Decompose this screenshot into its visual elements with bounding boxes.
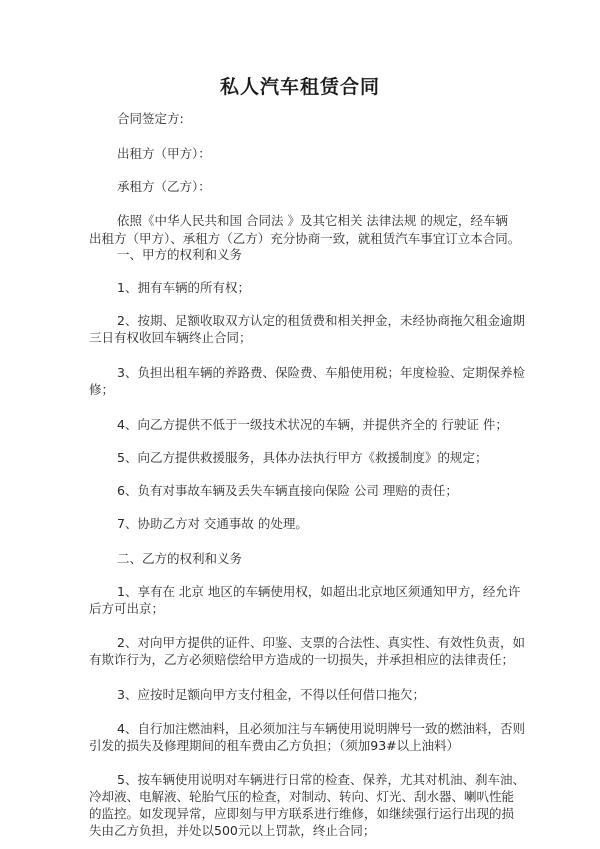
clause-b1-line-2: 后方可出京； [89, 601, 165, 616]
clause-b1-line-1: 1、享有在 北京 地区的车辆使用权，如超出北京地区须通知甲方，经允许 [117, 584, 521, 599]
clause-b2-line-2: 有欺诈行为，乙方必须赔偿给甲方造成的一切损失，并承担相应的法律责任； [89, 652, 515, 667]
clause-a6: 6、负有对事故车辆及丢失车辆直接向保险 公司 理赔的责任； [117, 483, 458, 498]
clause-a5: 5、向乙方提供救援服务，具体办法执行甲方《救援制度》的规定； [117, 450, 488, 465]
lessee-line: 承租方（乙方）： [117, 179, 211, 194]
clause-b5-line-4: 失由乙方负担，并处以500元以上罚款，终止合同； [89, 823, 376, 838]
document-title: 私人汽车租赁合同 [219, 76, 380, 98]
clause-b4-line-2: 引发的损失及修理期间的租车费由乙方负担；（须加93#以上油料） [89, 738, 460, 753]
clause-a3-line-1: 3、负担出租车辆的养路费、保险费、车船使用税；年度检验、定期保养检 [117, 365, 525, 380]
preamble-line-1: 依照《中华人民共和国 合同法 》及其它相关 法律法规 的规定，经车辆 [117, 213, 508, 228]
clause-b5-line-3: 的监控。如发现异常，应即刻与甲方联系进行维修，如继续强行运行出现的损 [89, 806, 515, 821]
lessor-line: 出租方（甲方）： [117, 146, 211, 161]
clause-b5-line-1: 5、按车辆使用说明对车辆进行日常的检查、保养，尤其对机油、刹车油、 [117, 772, 525, 787]
signatory-heading: 合同签定方: [117, 111, 184, 126]
clause-a1: 1、拥有车辆的所有权； [117, 280, 250, 295]
preamble-line-2: 出租方（甲方）、承租方（乙方）充分协商一致，就租赁汽车事宜订立本合同。 [89, 231, 521, 246]
clause-b2-line-1: 2、对向甲方提供的证件、印鉴、支票的合法性、真实性、有效性负责，如 [117, 635, 525, 650]
clause-a2-line-1: 2、按期、足额收取双方认定的租赁费和相关押金，未经协商拖欠租金逾期 [117, 313, 525, 328]
clause-a3-line-2: 修； [89, 382, 115, 397]
clause-a4: 4、向乙方提供不低于一级技术状况的车辆，并提供齐全的 行驶证 件； [117, 417, 508, 432]
section-one-heading: 一、甲方的权利和义务 [117, 247, 243, 262]
clause-a2-line-2: 三日有权收回车辆终止合同； [89, 330, 252, 345]
section-two-heading: 二、乙方的权利和义务 [117, 551, 243, 566]
clause-a7: 7、协助乙方对 交通事故 的处理。 [117, 516, 308, 531]
clause-b5-line-2: 冷却液、电解液、轮胎气压的检查，对制动、转向、灯光、刮水器、喇叭性能 [89, 789, 515, 804]
clause-b4-line-1: 4、自行加注燃油料，且必须加注与车辆使用说明牌号一致的燃油料，否则 [117, 721, 525, 736]
clause-b3: 3、应按时足额向甲方支付租金，不得以任何借口拖欠； [117, 687, 425, 702]
